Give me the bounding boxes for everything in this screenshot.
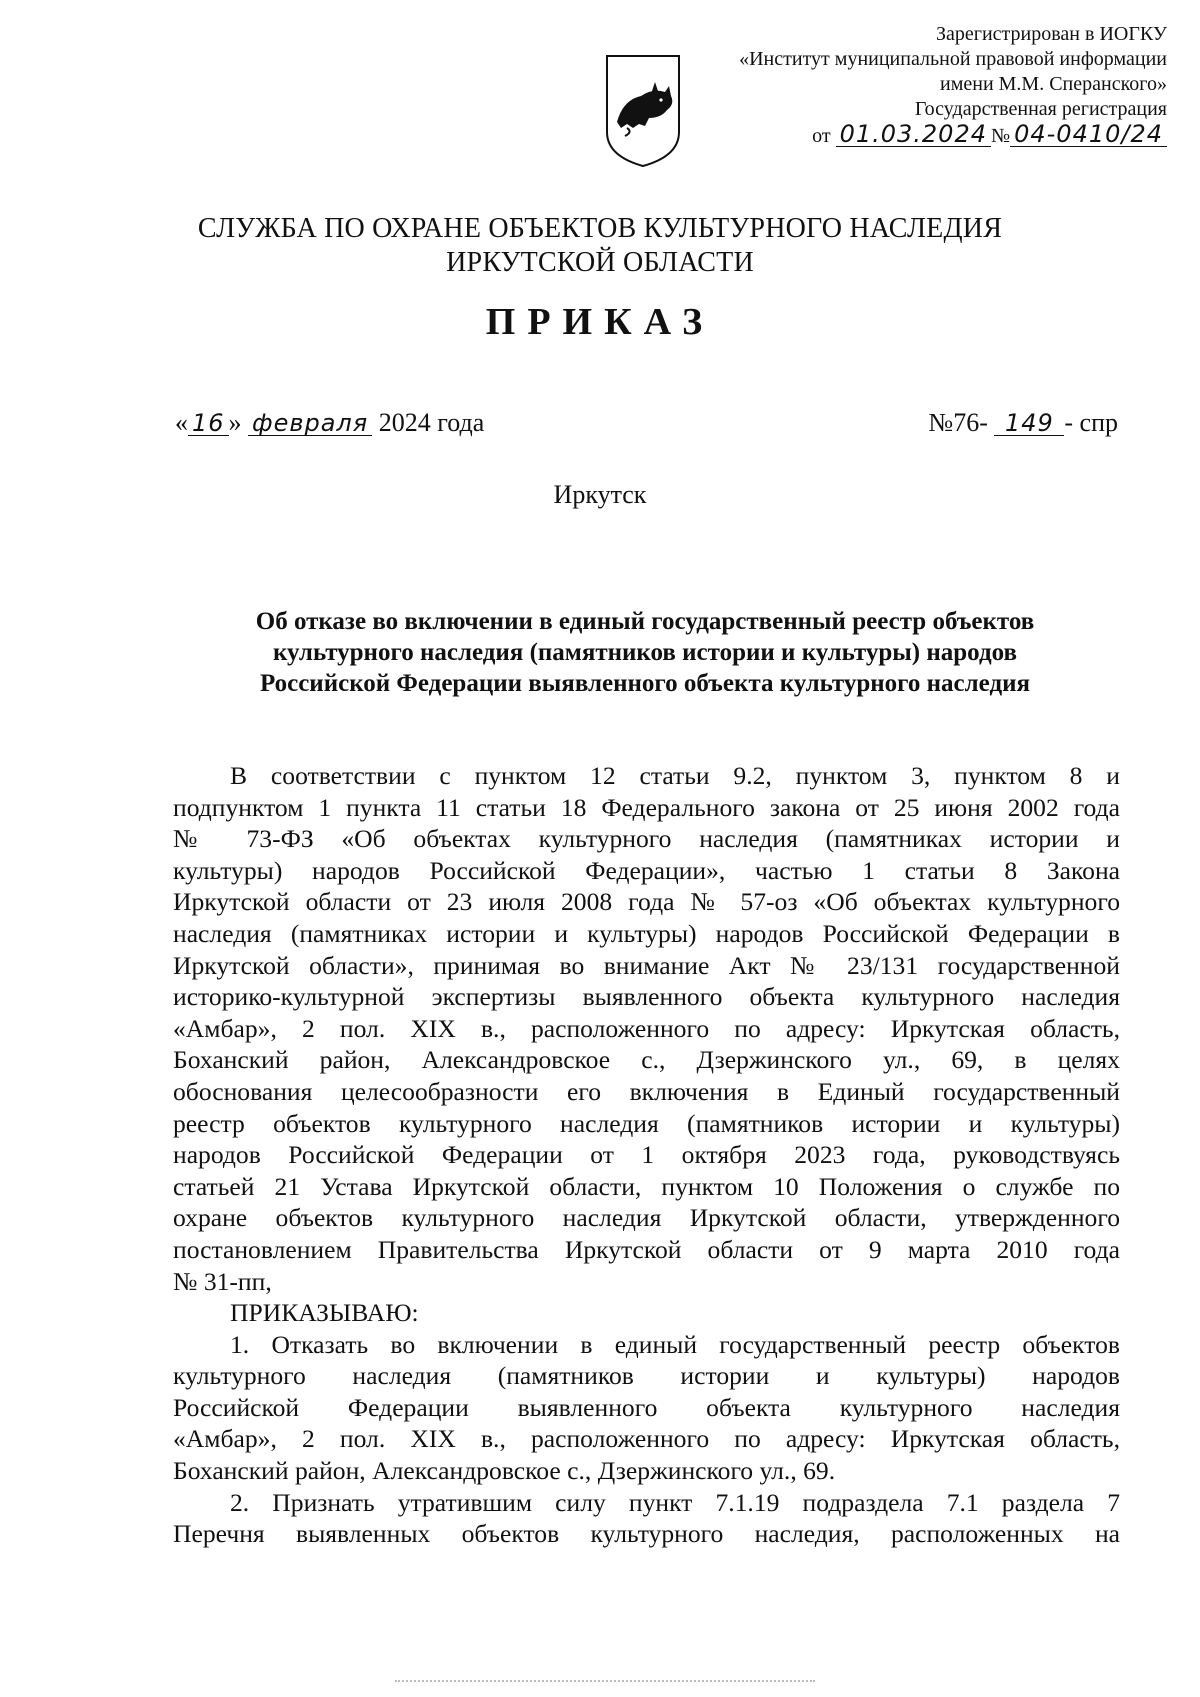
item-2-line: 2. Признать утратившим силу пункт 7.1.19 подраздела 7.1 раздела 7 [230,1487,1120,1517]
registration-date-line [607,122,1167,149]
order-body [173,760,1120,1550]
registration-line-4: Государственная регистрация [914,98,1167,120]
item-1-line: 1. Отказать во включении в единый государственный реестр объектов [230,1329,1120,1359]
registration-date: 01.03.2024 [836,122,991,147]
preamble-line: Иркутской области», принимая во внимание Акт № 23/131 государственной [173,950,1120,980]
preamble-line: историко-культурной экспертизы выявленного объекта культурного наследия [173,982,1120,1012]
preamble-line: Иркутской области от 23 июля 2008 года № 57-оз «Об объектах культурного [173,887,1120,917]
date-quote-close: » [228,408,242,437]
item-1-line: Российской Федерации выявленного объекта культурного наследия [173,1392,1120,1422]
preamble-line: обоснования целесообразности его включения в Единый государственный [173,1076,1120,1106]
preamble-line: наследия (памятниках истории и культуры) народов Российской Федерации в [173,918,1120,948]
city: Иркутск [553,480,647,509]
item-1-line: культурного наследия (памятников истории и культуры) народов [173,1361,1120,1391]
registration-stamp [607,22,1167,149]
order-number [928,407,1118,439]
order-number-value: 149 [994,411,1064,436]
registration-line-3: имени М.М. Сперанского» [940,73,1167,95]
order-day: 16 [188,411,229,436]
subject-line-2: культурного наследия (памятников истории и культуры) народов [272,639,1017,666]
order-year: 2024 года [378,408,485,437]
registration-number: 04-0410/24 [1010,122,1167,147]
preamble-line: В соответствии с пунктом 12 статьи 9.2, пунктом 3, пунктом 8 и [230,761,1120,790]
agency-name [0,212,1200,280]
scan-artifact-divider [395,1680,815,1682]
order-number-suffix: - спр [1064,408,1118,437]
preamble-line: Боханский район, Александровское с., Дзержинского ул., 69, в целях [173,1045,1120,1075]
agency-name-line-1: СЛУЖБА ПО ОХРАНЕ ОБЪЕКТОВ КУЛЬТУРНОГО НАСЛЕДИЯ [197,213,1003,244]
preamble-line: культуры) народов Российской Федерации», частью 1 статьи 8 Закона [173,855,1120,885]
preamble-line: № 31-пп, [173,1266,272,1296]
order-subject [185,606,1105,699]
preamble-line: охране объектов культурного наследия Иркутской области, утвержденного [173,1203,1120,1233]
preamble-line: № 73-ФЗ «Об объектах культурного наследия (памятниках истории и [173,824,1120,854]
item-1-line: «Амбар», 2 пол. XIX в., расположенного по адресу: Иркутская область, [173,1424,1120,1454]
subject-line-3: Российской Федерации выявленного объекта культурного наследия [259,670,1031,697]
order-word: ПРИКАЗЫВАЮ: [230,1298,419,1328]
item-2-line: Перечня выявленных объектов культурного наследия, расположенных на [173,1519,1120,1549]
order-month: февраля [248,411,372,436]
preamble-line: постановлением Правительства Иркутской области от 9 марта 2010 года [173,1234,1120,1264]
preamble-line: подпунктом 1 пункта 11 статьи 18 Федерального закона от 25 июня 2002 года [173,792,1120,822]
preamble-line: реестр объектов культурного наследия (памятников истории и культуры) [173,1108,1120,1138]
agency-name-line-2: ИРКУТСКОЙ ОБЛАСТИ [446,247,754,278]
preamble-line: статьей 21 Устава Иркутской области, пунктом 10 Положения о службе по [173,1171,1120,1201]
registration-number-prefix: № [991,125,1011,147]
coat-of-arms-icon [603,52,683,170]
preamble-line: «Амбар», 2 пол. XIX в., расположенного по адресу: Иркутская область, [173,1013,1120,1043]
order-number-prefix: №76- [928,408,988,437]
date-quote-open: « [175,408,188,437]
order-date [175,407,484,439]
registration-date-prefix: от [812,125,831,147]
preamble-line: народов Российской Федерации от 1 октября 2023 года, руководствуясь [173,1140,1120,1170]
subject-line-1: Об отказе во включении в единый государственный реестр объектов [255,608,1035,635]
item-1-line: Боханский район, Александровское с., Дзержинского ул., 69. [173,1456,836,1486]
document-type-title: ПРИКАЗ [485,301,715,343]
registration-line-1: Зарегистрирован в ИОГКУ [936,23,1167,45]
registration-line-2: «Институт муниципальной правовой информации [739,48,1167,70]
